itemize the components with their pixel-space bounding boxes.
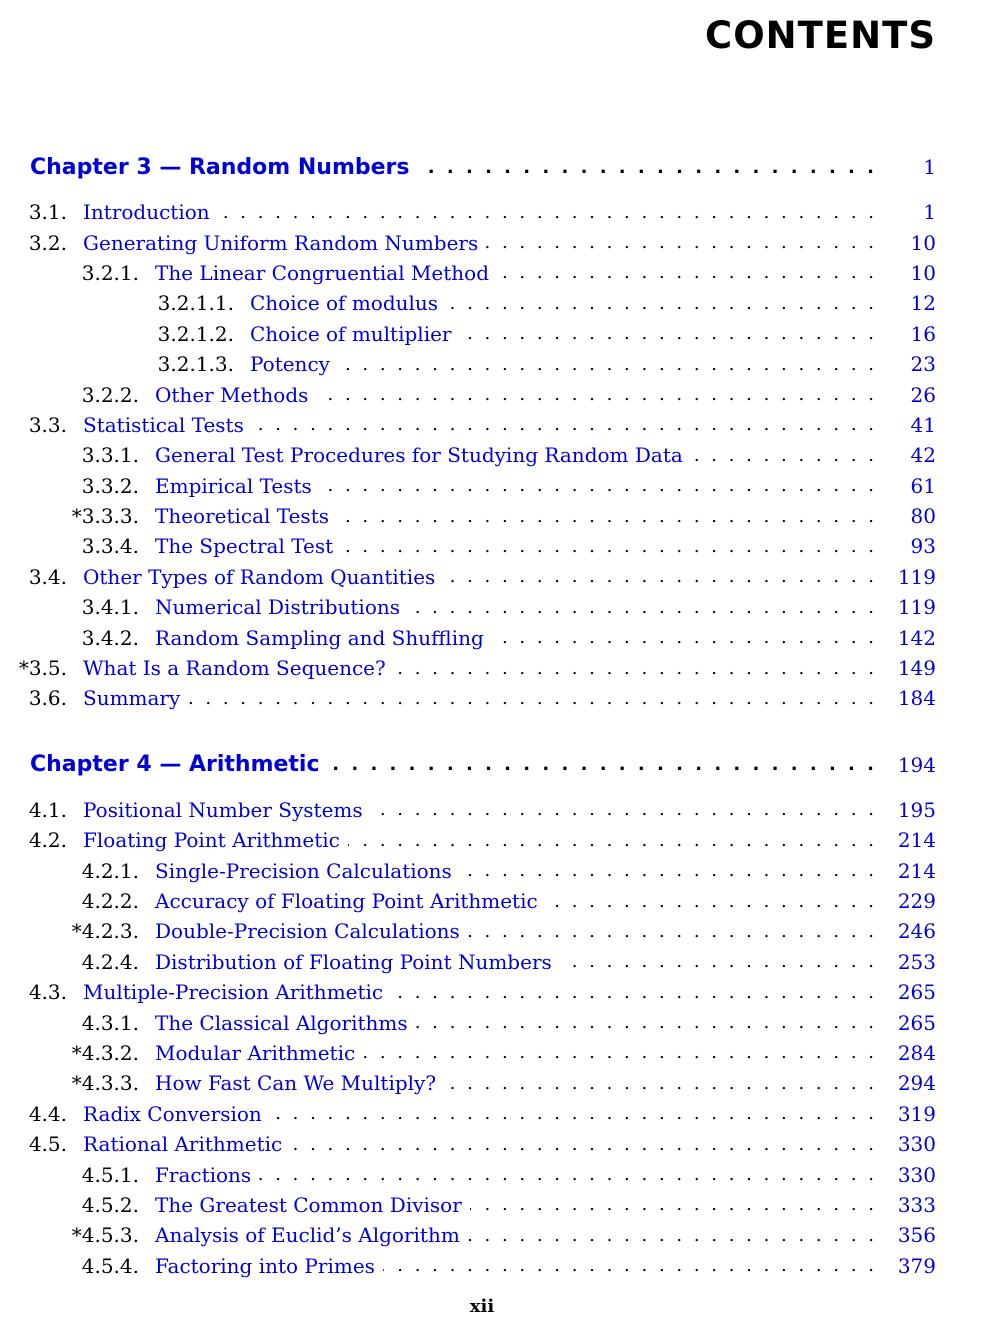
dot-leader — [468, 1225, 874, 1246]
entry-number: 4.5.1. — [81, 1162, 139, 1187]
entry-number: 3.4.2. — [81, 625, 139, 650]
entry-page-link[interactable]: 214 — [897, 858, 936, 883]
entry-title-link[interactable]: Rational Arithmetic — [83, 1132, 283, 1157]
toc-entry[interactable] — [0, 1129, 992, 1159]
entry-page-link[interactable]: 149 — [897, 656, 936, 681]
entry-title-link[interactable]: Accuracy of Floating Point Arithmetic — [155, 889, 538, 913]
entry-title-link[interactable]: Summary — [83, 686, 181, 711]
toc-entry[interactable] — [0, 683, 992, 713]
dot-leader — [470, 1194, 874, 1215]
entry-page-link[interactable]: 356 — [897, 1223, 936, 1248]
entry-page-link[interactable]: 319 — [897, 1101, 936, 1126]
entry-title-link[interactable]: Numerical Distributions — [155, 595, 401, 620]
entry-page-link[interactable]: 330 — [897, 1162, 936, 1187]
dot-leader — [492, 627, 874, 648]
entry-title-link[interactable]: The Classical Algorithms — [155, 1010, 408, 1035]
entry-title-link[interactable]: General Test Procedures for Studying Random Data — [155, 443, 683, 468]
dot-leader — [383, 1255, 874, 1276]
chapter-heading[interactable] — [0, 149, 992, 185]
dot-leader — [546, 891, 874, 912]
entry-number: 3.2. — [28, 230, 67, 255]
entry-number: 4.4. — [28, 1101, 67, 1126]
entry-title-link[interactable]: Potency — [250, 352, 330, 377]
dot-leader — [341, 536, 874, 557]
page-number-footer: xii — [469, 1296, 495, 1317]
toc-entry[interactable] — [0, 825, 992, 855]
entry-number: 3.2.1. — [81, 260, 139, 285]
entry-page-link[interactable]: 294 — [897, 1071, 936, 1096]
toc-entry[interactable] — [0, 1038, 992, 1068]
entry-number: 3.3. — [28, 412, 67, 437]
dot-leader — [270, 1103, 874, 1124]
entry-number: 3.3.1. — [81, 443, 139, 468]
entry-number: 3.3.4. — [81, 534, 139, 559]
entry-title-link[interactable]: Chapter 3 — Random Numbers — [30, 154, 410, 180]
entry-page-link[interactable]: 26 — [910, 382, 936, 407]
entry-title-link[interactable]: Choice of multiplier — [250, 321, 452, 346]
entry-number: *4.3.2. — [71, 1040, 139, 1065]
entry-title-link[interactable]: Choice of modulus — [250, 291, 439, 316]
entry-title-link[interactable]: Statistical Tests — [83, 412, 244, 437]
toc-entry[interactable] — [0, 886, 992, 916]
entry-title-link[interactable]: Factoring into Primes — [155, 1253, 375, 1278]
toc-entry[interactable] — [0, 1251, 992, 1281]
toc-entry[interactable] — [0, 622, 992, 652]
toc-entry[interactable] — [0, 288, 992, 318]
toc-entry[interactable] — [0, 855, 992, 885]
entry-title-link[interactable]: The Spectral Test — [155, 534, 334, 559]
dot-leader — [252, 414, 874, 435]
dot-leader — [691, 445, 874, 466]
entry-number: 4.2.2. — [81, 889, 139, 913]
dot-leader — [446, 293, 874, 314]
entry-title-link[interactable]: Empirical Tests — [155, 473, 312, 498]
entry-page-link[interactable]: 12 — [910, 291, 936, 316]
toc-entry[interactable] — [0, 916, 992, 946]
dot-leader — [290, 1134, 874, 1155]
dot-leader — [443, 566, 874, 587]
dot-leader — [391, 982, 874, 1003]
entry-page-link[interactable]: 23 — [910, 352, 936, 377]
toc-entry[interactable] — [0, 1159, 992, 1189]
entry-page-link[interactable]: 284 — [897, 1040, 936, 1065]
toc-entry[interactable] — [0, 197, 992, 227]
entry-title-link[interactable]: Analysis of Euclid’s Algorithm — [155, 1223, 460, 1248]
entry-title-link[interactable]: What Is a Random Sequence? — [83, 656, 386, 681]
toc-entry[interactable] — [0, 977, 992, 1007]
dot-leader — [497, 262, 874, 283]
entry-title-link[interactable]: How Fast Can We Multiply? — [155, 1071, 437, 1096]
toc-entry[interactable] — [0, 592, 992, 622]
entry-number: 3.2.1.1. — [157, 291, 234, 316]
entry-number: 4.3. — [28, 980, 67, 1005]
dot-leader — [394, 658, 874, 679]
entry-page-link[interactable]: 1 — [923, 155, 936, 179]
dot-leader — [459, 323, 874, 344]
dot-leader — [316, 384, 874, 405]
toc-entry[interactable] — [0, 562, 992, 592]
entry-number: 4.5.2. — [81, 1192, 139, 1217]
entry-page-link[interactable]: 142 — [897, 625, 936, 650]
entry-page-link[interactable]: 214 — [897, 828, 936, 853]
entry-page-link[interactable]: 265 — [897, 1010, 936, 1035]
entry-number: 3.1. — [28, 200, 67, 225]
toc-entry[interactable] — [0, 653, 992, 683]
entry-number: 3.2.2. — [81, 382, 139, 407]
entry-page-link[interactable]: 119 — [897, 595, 936, 620]
dot-leader — [188, 688, 874, 709]
toc-entry[interactable] — [0, 471, 992, 501]
dot-leader — [417, 157, 874, 178]
entry-title-link[interactable]: The Greatest Common Divisor — [155, 1192, 462, 1217]
toc-entry[interactable] — [0, 349, 992, 379]
entry-title-link[interactable]: Floating Point Arithmetic — [83, 828, 340, 853]
entry-number: 3.3.2. — [81, 473, 139, 498]
entry-title-link[interactable]: Chapter 4 — Arithmetic — [30, 752, 320, 778]
entry-title-link[interactable]: Radix Conversion — [83, 1101, 262, 1126]
entry-page-link[interactable]: 93 — [910, 534, 936, 559]
dot-leader — [468, 921, 874, 942]
entry-number: 4.1. — [28, 797, 67, 822]
entry-number: 4.2. — [28, 828, 67, 853]
toc-entry[interactable] — [0, 227, 992, 257]
entry-number: *4.5.3. — [71, 1223, 139, 1248]
entry-number: *4.3.3. — [71, 1071, 139, 1096]
toc-entry[interactable] — [0, 319, 992, 349]
entry-number: 4.5.4. — [81, 1253, 139, 1278]
entry-number: *4.2.3. — [71, 919, 139, 944]
toc-entry[interactable] — [0, 258, 992, 288]
toc-entry[interactable] — [0, 795, 992, 825]
toc-entry[interactable] — [0, 501, 992, 531]
toc-entry[interactable] — [0, 1068, 992, 1098]
toc-entry[interactable] — [0, 947, 992, 977]
entry-page-link[interactable]: 42 — [910, 443, 936, 468]
entry-title-link[interactable]: Multiple-Precision Arithmetic — [83, 980, 384, 1005]
entry-number: 3.6. — [28, 686, 67, 711]
chapter-heading[interactable] — [0, 747, 992, 783]
dot-leader — [416, 1012, 874, 1033]
entry-page-link[interactable]: 80 — [910, 504, 936, 529]
toc-entry[interactable] — [0, 440, 992, 470]
toc-entry[interactable] — [0, 1190, 992, 1220]
entry-number: 4.2.4. — [81, 949, 139, 974]
dot-leader — [444, 1073, 874, 1094]
entry-page-link[interactable]: 10 — [910, 230, 936, 255]
page-title: CONTENTS — [705, 14, 936, 57]
toc-entry[interactable] — [0, 379, 992, 409]
dot-leader — [371, 799, 874, 820]
entry-title-link[interactable]: Other Types of Random Quantities — [83, 564, 436, 589]
toc-entry[interactable] — [0, 1099, 992, 1129]
entry-page-link[interactable]: 195 — [897, 797, 936, 822]
entry-page-link[interactable]: 330 — [897, 1132, 936, 1157]
toc-entry[interactable] — [0, 1220, 992, 1250]
entry-page-link[interactable]: 246 — [897, 919, 936, 944]
entry-title-link[interactable]: Generating Uniform Random Numbers — [83, 230, 479, 255]
entry-title-link[interactable]: Fractions — [155, 1162, 252, 1187]
entry-number: 3.4.1. — [81, 595, 139, 620]
entry-title-link[interactable]: Double-Precision Calculations — [155, 919, 460, 944]
entry-title-link[interactable]: The Linear Congruential Method — [155, 260, 490, 285]
entry-page-link[interactable]: 1 — [923, 200, 936, 225]
dot-leader — [259, 1164, 874, 1185]
entry-page-link[interactable]: 379 — [897, 1253, 936, 1278]
entry-number: 3.4. — [28, 564, 67, 589]
entry-page-link[interactable]: 229 — [897, 889, 936, 913]
entry-page-link[interactable]: 265 — [897, 980, 936, 1005]
entry-page-link[interactable]: 10 — [910, 260, 936, 285]
entry-page-link[interactable]: 61 — [910, 473, 936, 498]
entry-title-link[interactable]: Modular Arithmetic — [155, 1040, 356, 1065]
toc-entry[interactable] — [0, 1007, 992, 1037]
entry-page-link[interactable]: 184 — [897, 686, 936, 711]
entry-number: 3.2.1.3. — [157, 352, 234, 377]
dot-leader — [363, 1042, 874, 1063]
entry-number: 4.3.1. — [81, 1010, 139, 1035]
dot-leader — [328, 754, 874, 775]
entry-title-link[interactable]: Other Methods — [155, 382, 309, 407]
toc-entry[interactable] — [0, 410, 992, 440]
entry-number: *3.5. — [18, 656, 67, 681]
entry-number: *3.3.3. — [71, 504, 139, 529]
entry-title-link[interactable]: Theoretical Tests — [155, 504, 329, 529]
entry-page-link[interactable]: 119 — [897, 564, 936, 589]
entry-page-link[interactable]: 333 — [897, 1192, 936, 1217]
entry-title-link[interactable]: Single-Precision Calculations — [155, 858, 452, 883]
entry-title-link[interactable]: Random Sampling and Shuffling — [155, 625, 484, 650]
entry-page-link[interactable]: 16 — [910, 321, 936, 346]
entry-page-link[interactable]: 194 — [897, 752, 936, 777]
dot-leader — [337, 506, 874, 527]
dot-leader — [218, 202, 874, 223]
entry-number: 4.2.1. — [81, 858, 139, 883]
table-of-contents — [0, 149, 992, 1281]
entry-title-link[interactable]: Introduction — [83, 200, 210, 225]
entry-page-link[interactable]: 41 — [910, 412, 936, 437]
entry-page-link[interactable]: 253 — [897, 949, 936, 974]
dot-leader — [348, 830, 874, 851]
entry-number: 3.2.1.2. — [157, 321, 234, 346]
dot-leader — [320, 475, 874, 496]
dot-leader — [460, 860, 874, 881]
entry-title-link[interactable]: Positional Number Systems — [83, 797, 363, 822]
dot-leader — [408, 597, 874, 618]
dot-leader — [560, 951, 874, 972]
entry-number: 4.5. — [28, 1132, 67, 1157]
dot-leader — [338, 354, 874, 375]
toc-entry[interactable] — [0, 531, 992, 561]
dot-leader — [486, 232, 874, 253]
entry-title-link[interactable]: Distribution of Floating Point Numbers — [155, 949, 552, 974]
